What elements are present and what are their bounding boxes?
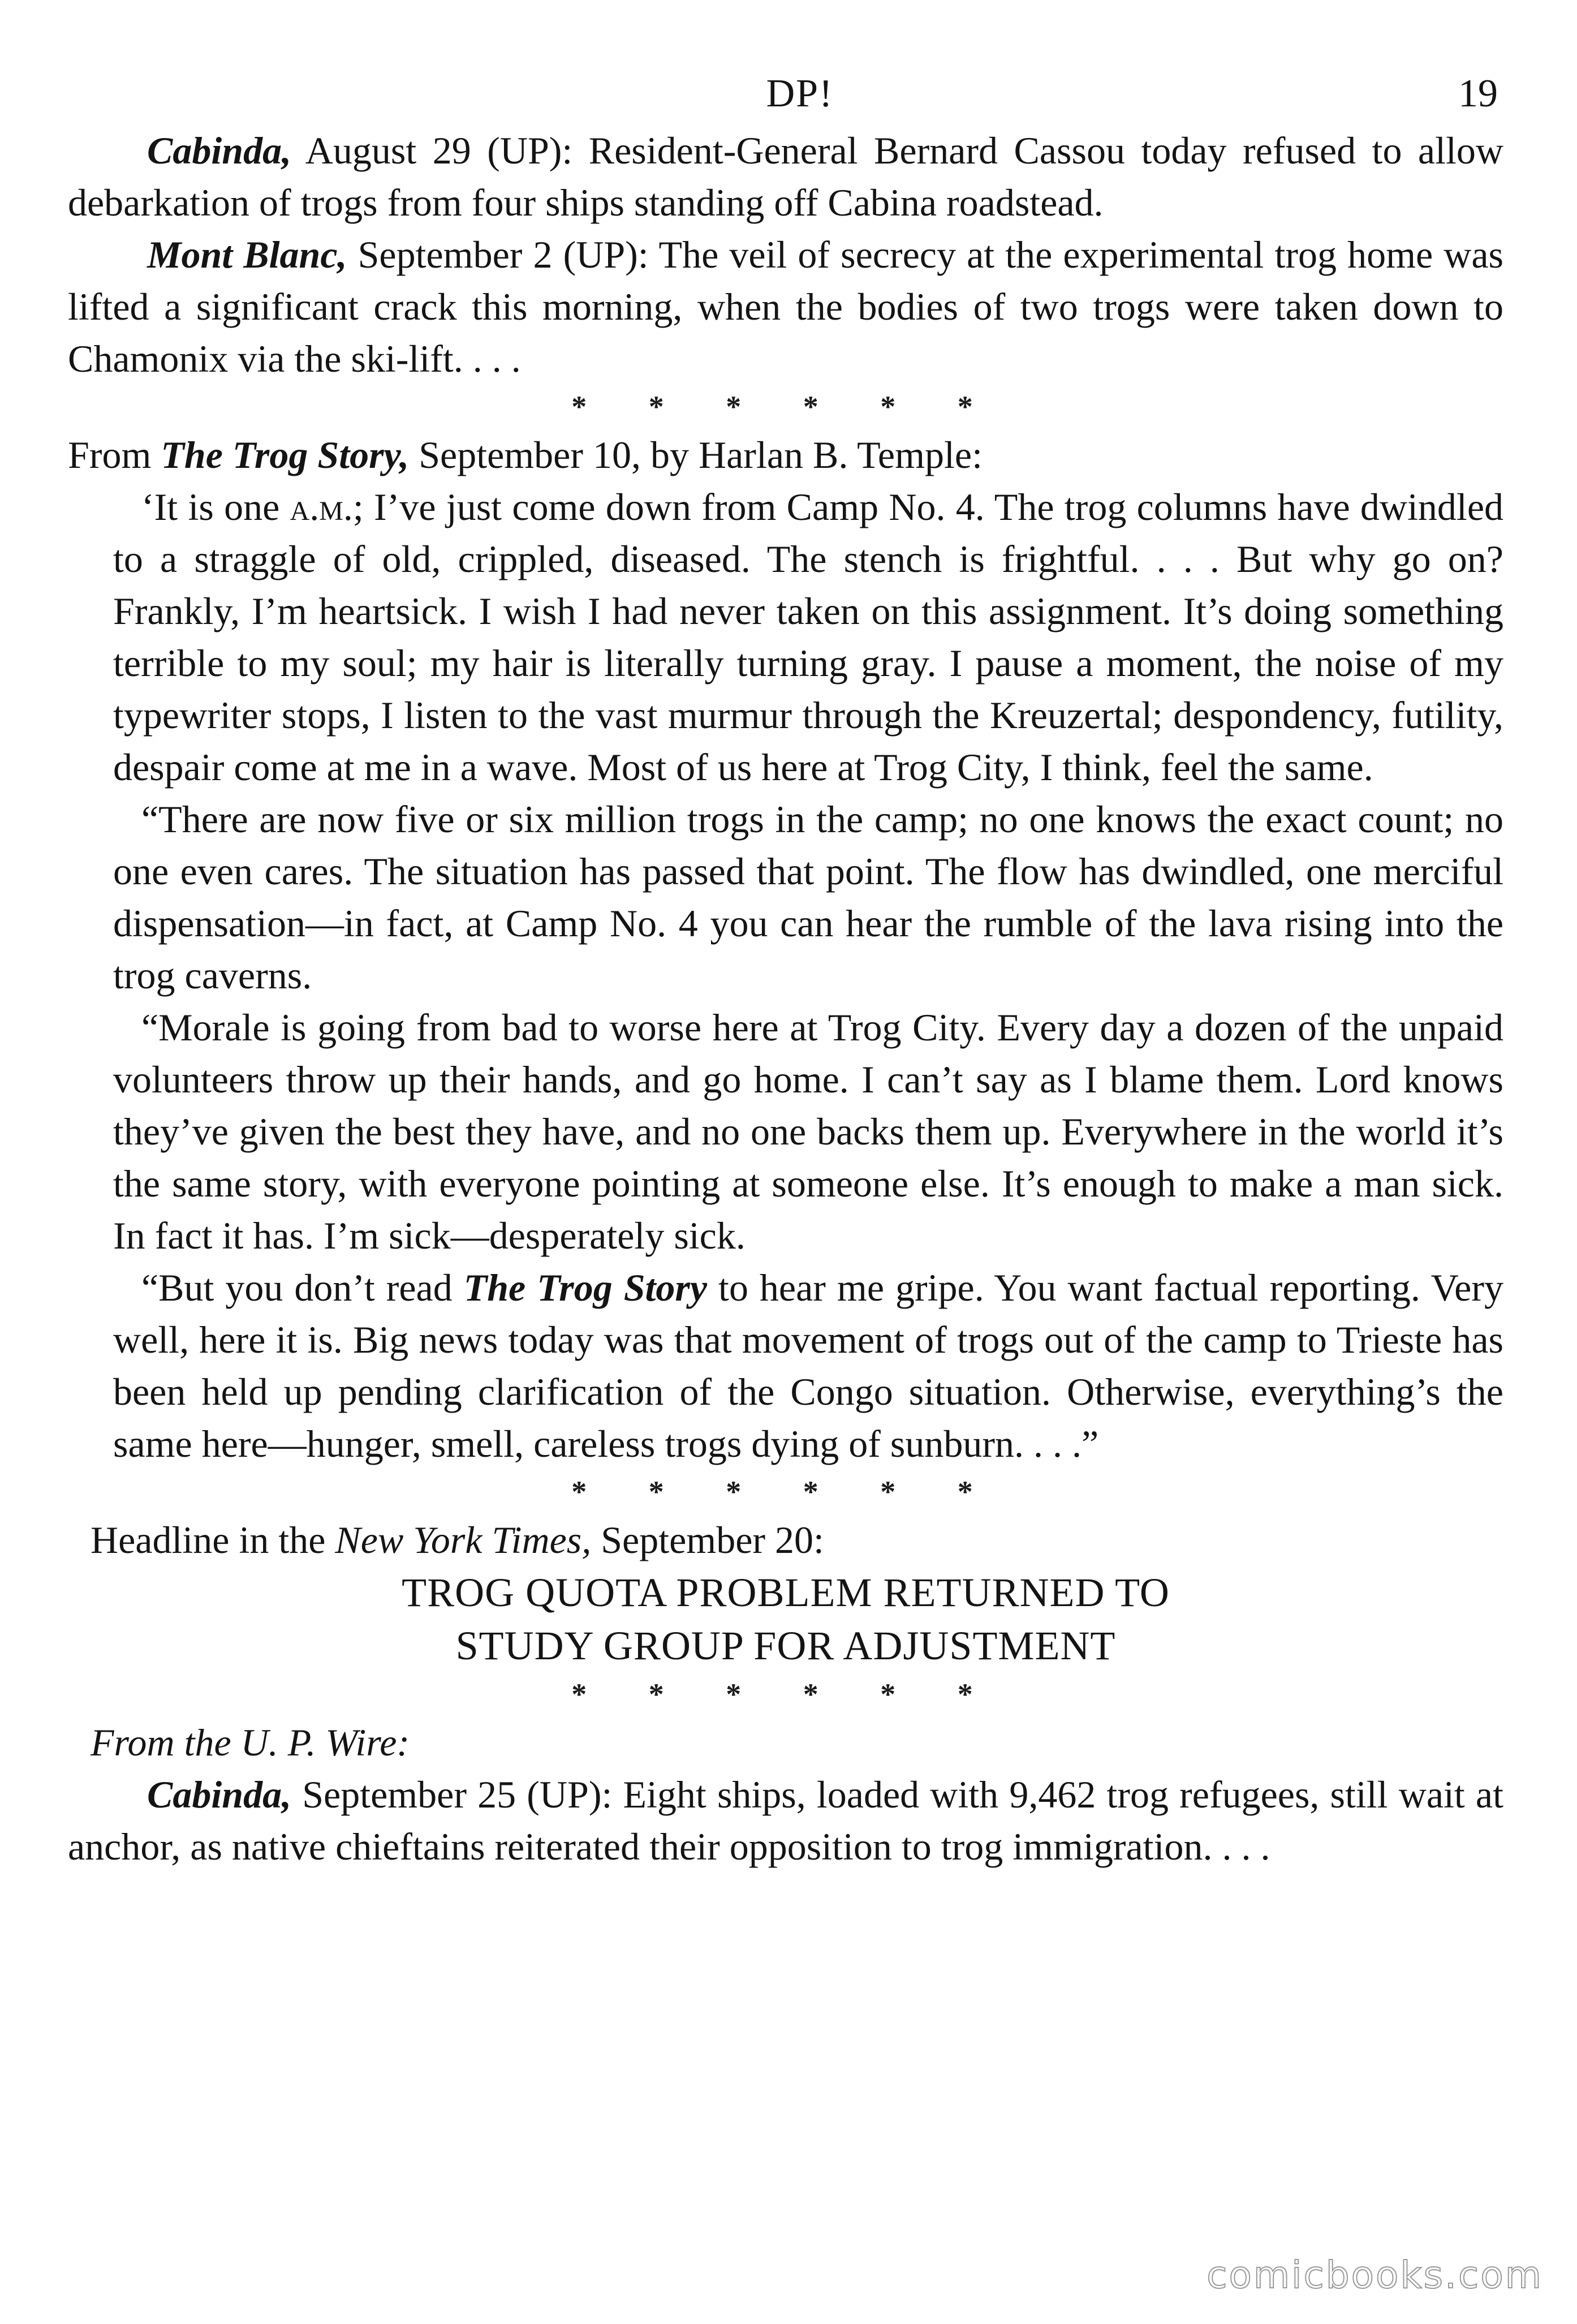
section-ornament: * * * * * * xyxy=(571,1475,1000,1509)
source-prefix: From xyxy=(68,433,161,476)
running-head xyxy=(102,68,1498,124)
dispatch-mont-blanc xyxy=(68,229,1503,385)
dispatch-cabinda-sep xyxy=(68,1768,1503,1873)
watermark-logo: comicbooks.com xyxy=(1207,2253,1543,2297)
source-prefix: Headline in the xyxy=(91,1518,335,1561)
quote-text: ; I’ve just come down from Camp No. 4. The trog columns have dwindled to a straggle of old, crippled, diseased. The stench is frightful. . . . But why go on? Frankly, I’m heartsick. I wish I had never taken on this assignment. It’s doing something terrible to my soul; my hair is literally turning gray. I pause a moment, the noise of my typewriter stops, I listen to the vast murmur through the Kreuzertal; despondency, futility, despair come at me in a wave. Most of us here at Trog City, I think, feel the same. xyxy=(113,485,1504,789)
dispatch-text: September 25 (UP): Eight ships, loaded with 9,462 trog refugees, still wait at anchor, as native chieftains reiterated their opposition to trog immigration. . . . xyxy=(68,1773,1503,1868)
source-title: The Trog Story, xyxy=(161,433,410,476)
quote-text: to hear me gripe. You want factual reporting. Very well, here it is. Big news today was that movement of trogs out of the camp to Trieste has been held up pending clarification of the Congo situation. Otherwise, everything’s the same here—hunger, smell, careless trogs dying of sunburn. . . .” xyxy=(113,1266,1504,1465)
quote-paragraph xyxy=(113,1262,1503,1470)
source-title: New York Times, xyxy=(335,1518,592,1561)
dispatch-cabinda-aug xyxy=(68,124,1503,229)
headline xyxy=(68,1566,1503,1672)
page-number: 19 xyxy=(1458,72,1498,115)
quote-text: ‘It is one xyxy=(141,485,290,528)
source-line-nyt xyxy=(91,1514,1503,1566)
dispatch-place: Cabinda, xyxy=(147,1773,292,1816)
dispatch-place: Cabinda, xyxy=(147,129,292,172)
quote-paragraph xyxy=(113,481,1503,793)
source-suffix: September 20: xyxy=(591,1518,824,1561)
section-ornament: * * * * * * xyxy=(571,1677,1000,1711)
running-title: DP! xyxy=(766,72,834,115)
quote-smallcaps: a.m. xyxy=(290,485,353,528)
dispatch-text: September 2 (UP): The veil of secrecy at the experimental trog home was lifted a significant crack this morning, when the bodies of two trogs were taken down to Chamonix via the ski-lift. . . . xyxy=(68,233,1503,380)
headline-line: TROG QUOTA PROBLEM RETURNED TO xyxy=(402,1570,1170,1615)
source-line-up-wire: From the U. P. Wire: xyxy=(91,1721,410,1764)
quote-paragraph: “Morale is going from bad to worse here at Trog City. Every day a dozen of the unpaid volunteers throw up their hands, and go home. I can’t say as I blame them. Lord knows they’ve given the best they have, and no one backs them up. Everywhere in the world it’s the same story, with everyone pointing at someone else. It’s enough to make a man sick. In fact it has. I’m sick—desperately sick. xyxy=(113,1006,1503,1257)
dispatch-text: August 29 (UP): Resident-General Bernard Cassou today refused to allow debarkation of trogs from four ships standing off Cabina roadstead. xyxy=(68,129,1503,224)
source-line-trog-story xyxy=(68,429,1503,481)
dispatch-place: Mont Blanc, xyxy=(147,233,347,276)
section-ornament: * * * * * * xyxy=(571,390,1000,424)
quote-paragraph: “There are now five or six million trogs in the camp; no one knows the exact count; no one even cares. The situation has passed that point. The flow has dwindled, one merciful dispensation—in fact, at Camp No. 4 you can hear the rumble of the lava rising into the trog caverns. xyxy=(113,798,1503,997)
quote-title: The Trog Story xyxy=(463,1266,708,1309)
source-suffix: September 10, by Harlan B. Temple: xyxy=(409,433,983,476)
headline-line: STUDY GROUP FOR ADJUSTMENT xyxy=(455,1623,1116,1668)
quote-text: “But you don’t read xyxy=(141,1266,464,1309)
body-text xyxy=(68,124,1503,1873)
